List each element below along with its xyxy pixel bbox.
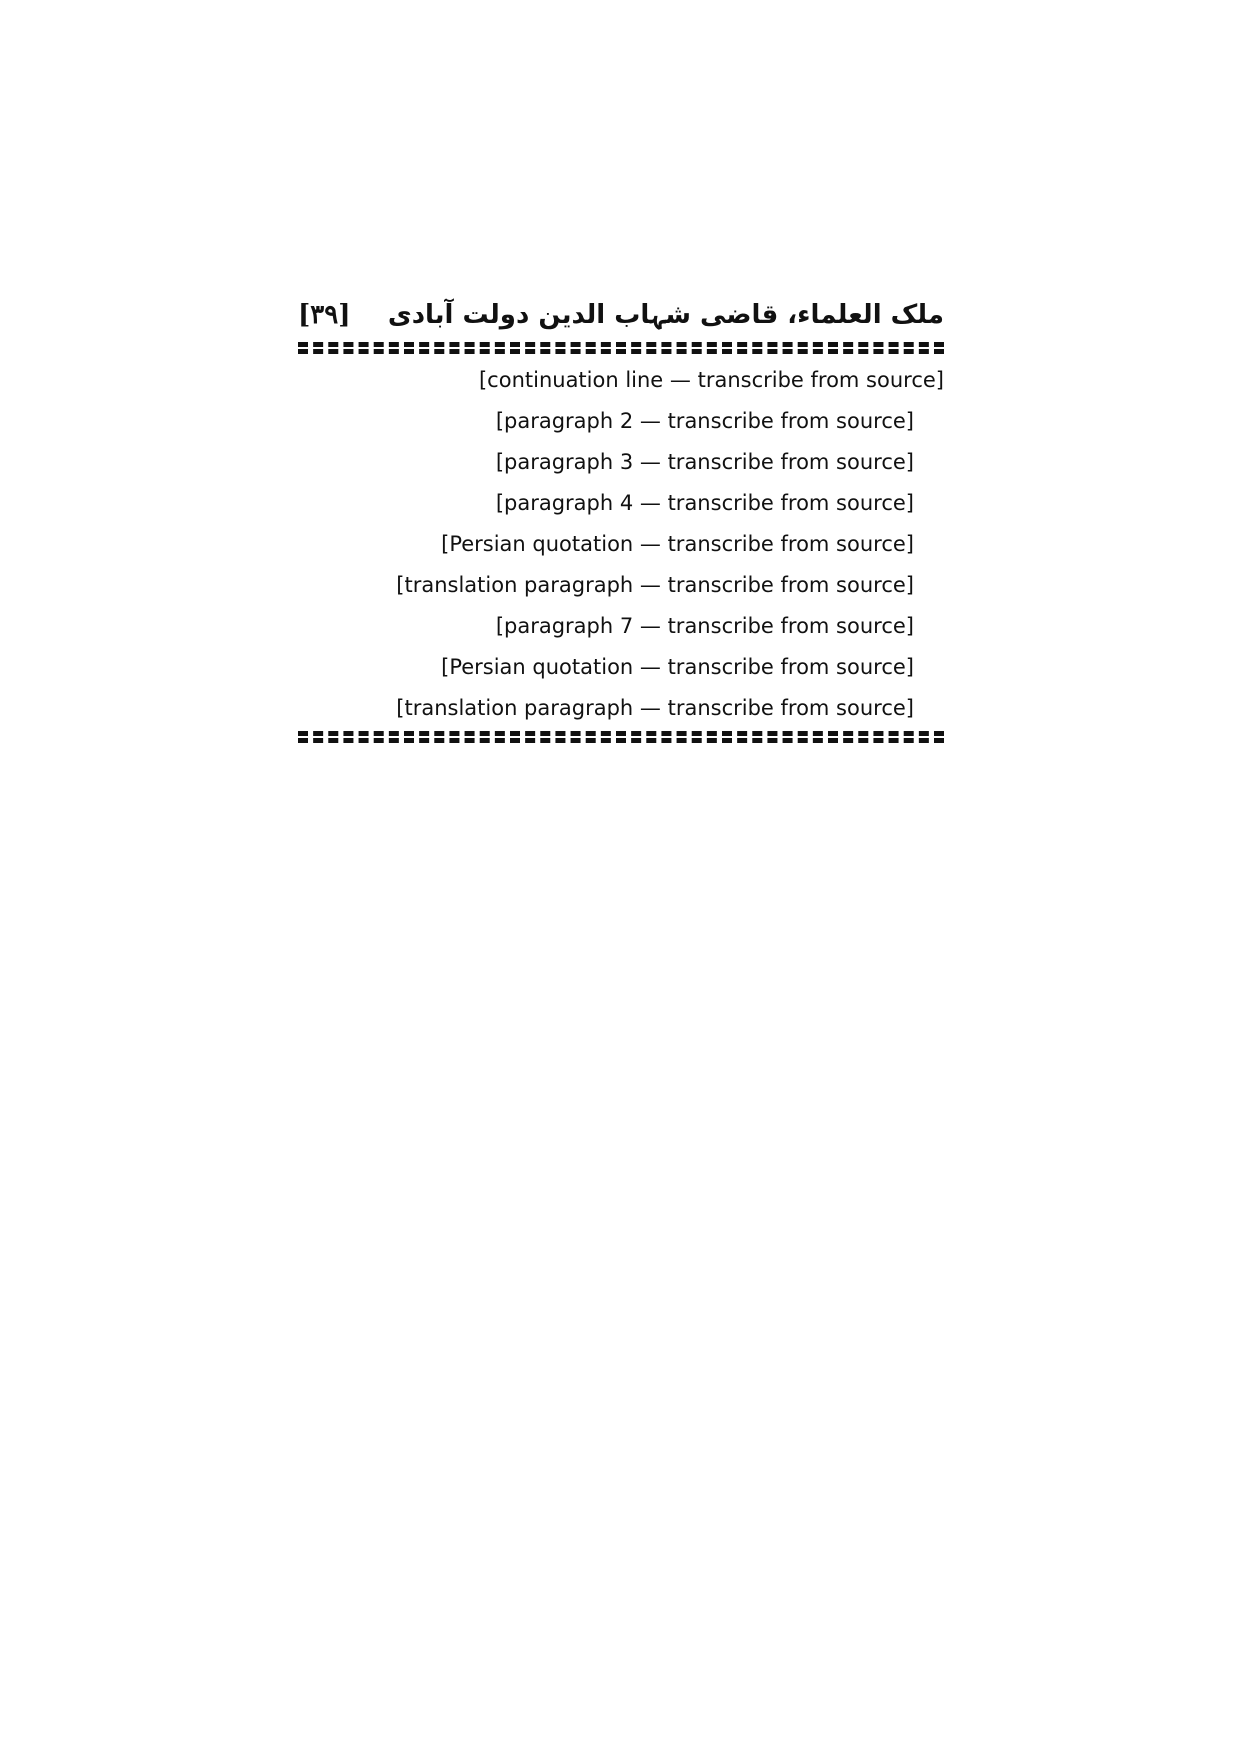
- footer-rule-second: [298, 738, 944, 743]
- paragraph: [paragraph 2 — transcribe from source]: [495, 409, 914, 433]
- footer-rule: [298, 731, 944, 736]
- paragraph: [paragraph 4 — transcribe from source]: [495, 491, 914, 515]
- paragraph: [continuation line — transcribe from source]: [478, 368, 944, 392]
- paragraph: [translation paragraph — transcribe from source]: [396, 696, 914, 720]
- running-header: [298, 300, 944, 340]
- running-title: ملک العلماء، قاضی شہاب الدین دولت آبادی: [387, 300, 944, 330]
- quotation: [Persian quotation — transcribe from source]: [441, 532, 914, 556]
- paragraph: [paragraph 3 — transcribe from source]: [495, 450, 914, 474]
- header-rule-second: [298, 349, 944, 354]
- page-number: [۳۹]: [298, 300, 351, 330]
- quotation: [Persian quotation — transcribe from source]: [441, 655, 914, 679]
- paragraph: [paragraph 7 — transcribe from source]: [495, 614, 914, 638]
- header-rule: [298, 342, 944, 347]
- body-text: [298, 360, 944, 729]
- document-page: [298, 300, 944, 745]
- paragraph: [translation paragraph — transcribe from source]: [396, 573, 914, 597]
